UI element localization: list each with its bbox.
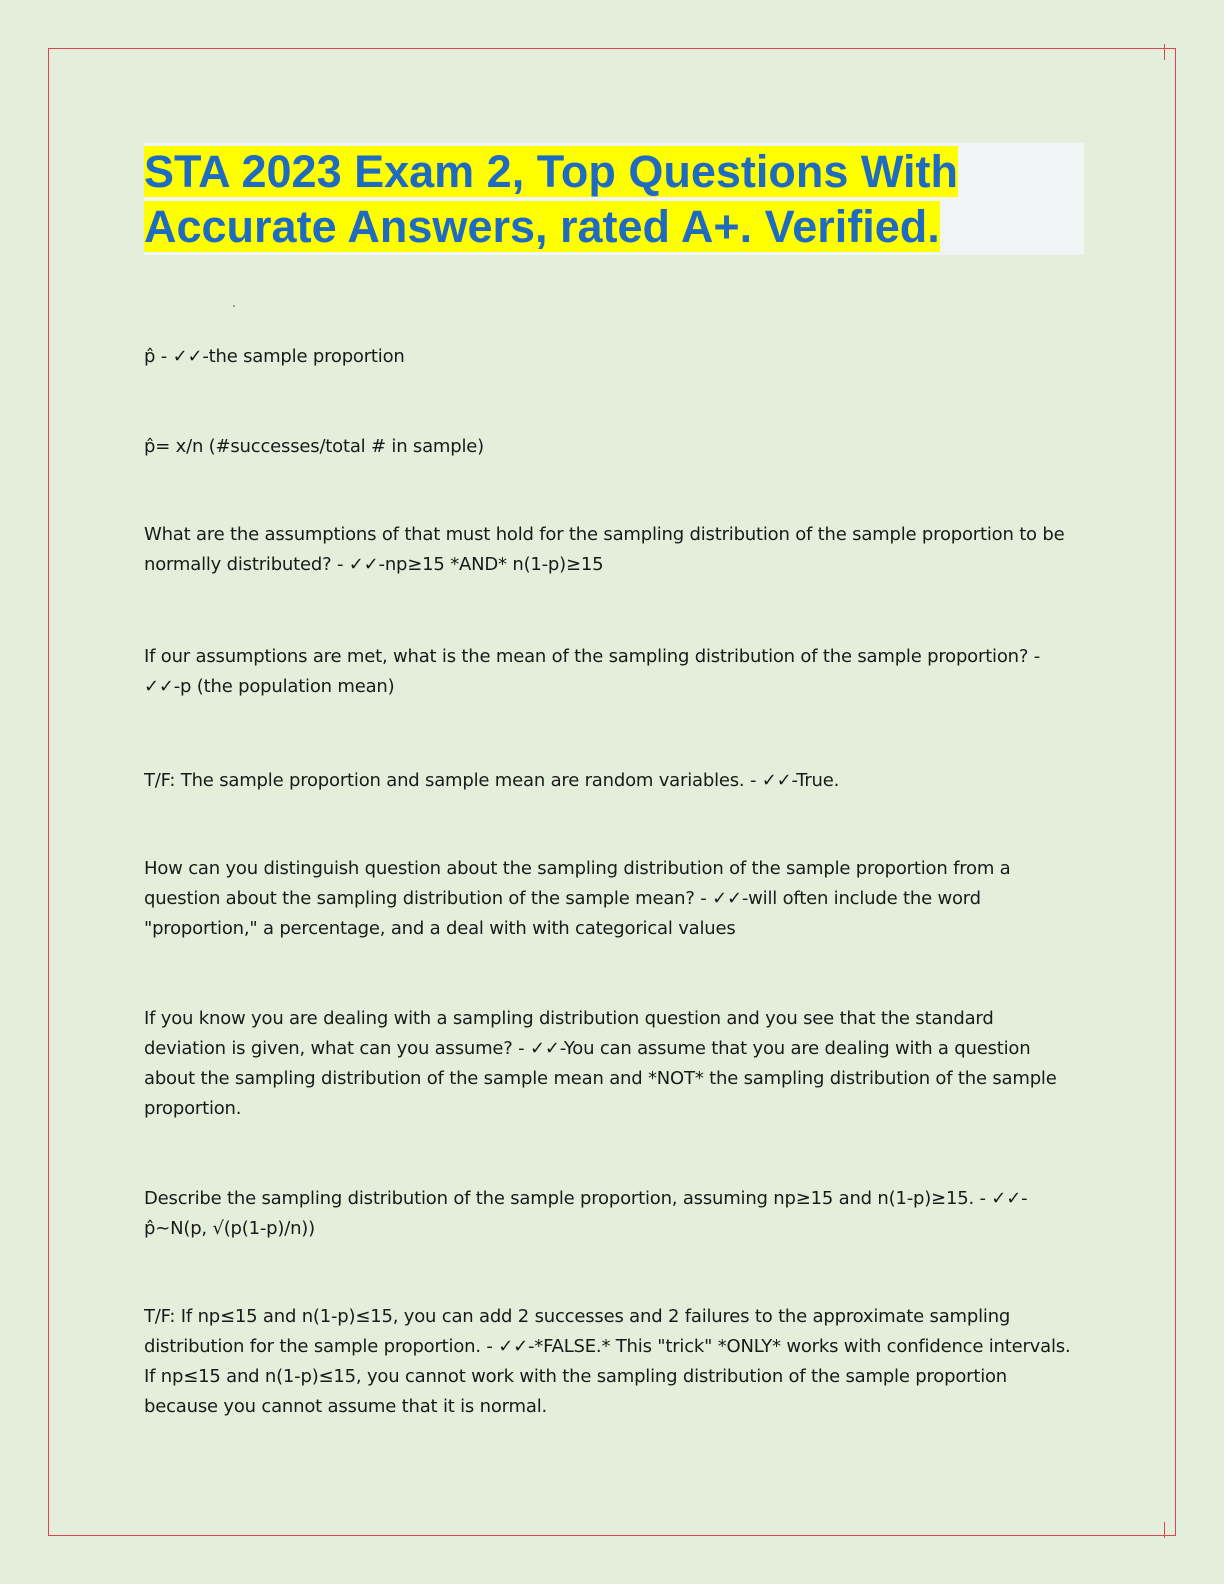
qa-entry: If you know you are dealing with a sampling distribution question and you see that the standard deviation is given, what can you assume? - ✓✓-You can assume that you are dealing with a question about the sampling distribution of the sample mean and *NOT* the sampling distribution of the sample proportion. xyxy=(144,1008,1057,1119)
border-corner-mark xyxy=(1164,44,1165,60)
qa-entry: T/F: The sample proportion and sample mean are random variables. - ✓✓-True. xyxy=(144,770,840,791)
title-text: STA 2023 Exam 2, Top Questions With Accurate Answers, rated A+. Verified. xyxy=(144,146,958,252)
qa-entry: Describe the sampling distribution of the sample proportion, assuming np≥15 and n(1-p)≥15. - ✓✓-p̂~N(p, √(p(1-p)/n)) xyxy=(144,1188,1028,1239)
qa-entry: p̂ - ✓✓-the sample proportion xyxy=(144,346,405,367)
qa-entry: How can you distinguish question about the sampling distribution of the sample proportion from a question about the sampling distribution of the sample mean? - ✓✓-will often include the word "proportion," a percentage, and a deal with with categorical values xyxy=(144,858,1011,939)
qa-entry: T/F: If np≤15 and n(1-p)≤15, you can add 2 successes and 2 failures to the approximate sampling distribution for the sample proportion. - ✓✓-*FALSE.* This "trick" *ONLY* works with confidence intervals. If np≤15 and n(1-p)≤15, you cannot work with the sampling distribution of the sample proportion because you cannot assume that it is normal. xyxy=(144,1306,1071,1417)
qa-entry: If our assumptions are met, what is the mean of the sampling distribution of the sample proportion? - ✓✓-p (the population mean) xyxy=(144,646,1041,697)
qa-entry: What are the assumptions of that must hold for the sampling distribution of the sample proportion to be normally distributed? - ✓✓-np≥15 *AND* n(1-p)≥15 xyxy=(144,524,1065,575)
document-title xyxy=(144,144,1044,254)
qa-entry: p̂= x/n (#successes/total # in sample) xyxy=(144,436,484,457)
border-corner-mark xyxy=(1164,1522,1165,1538)
stray-mark xyxy=(233,305,235,307)
